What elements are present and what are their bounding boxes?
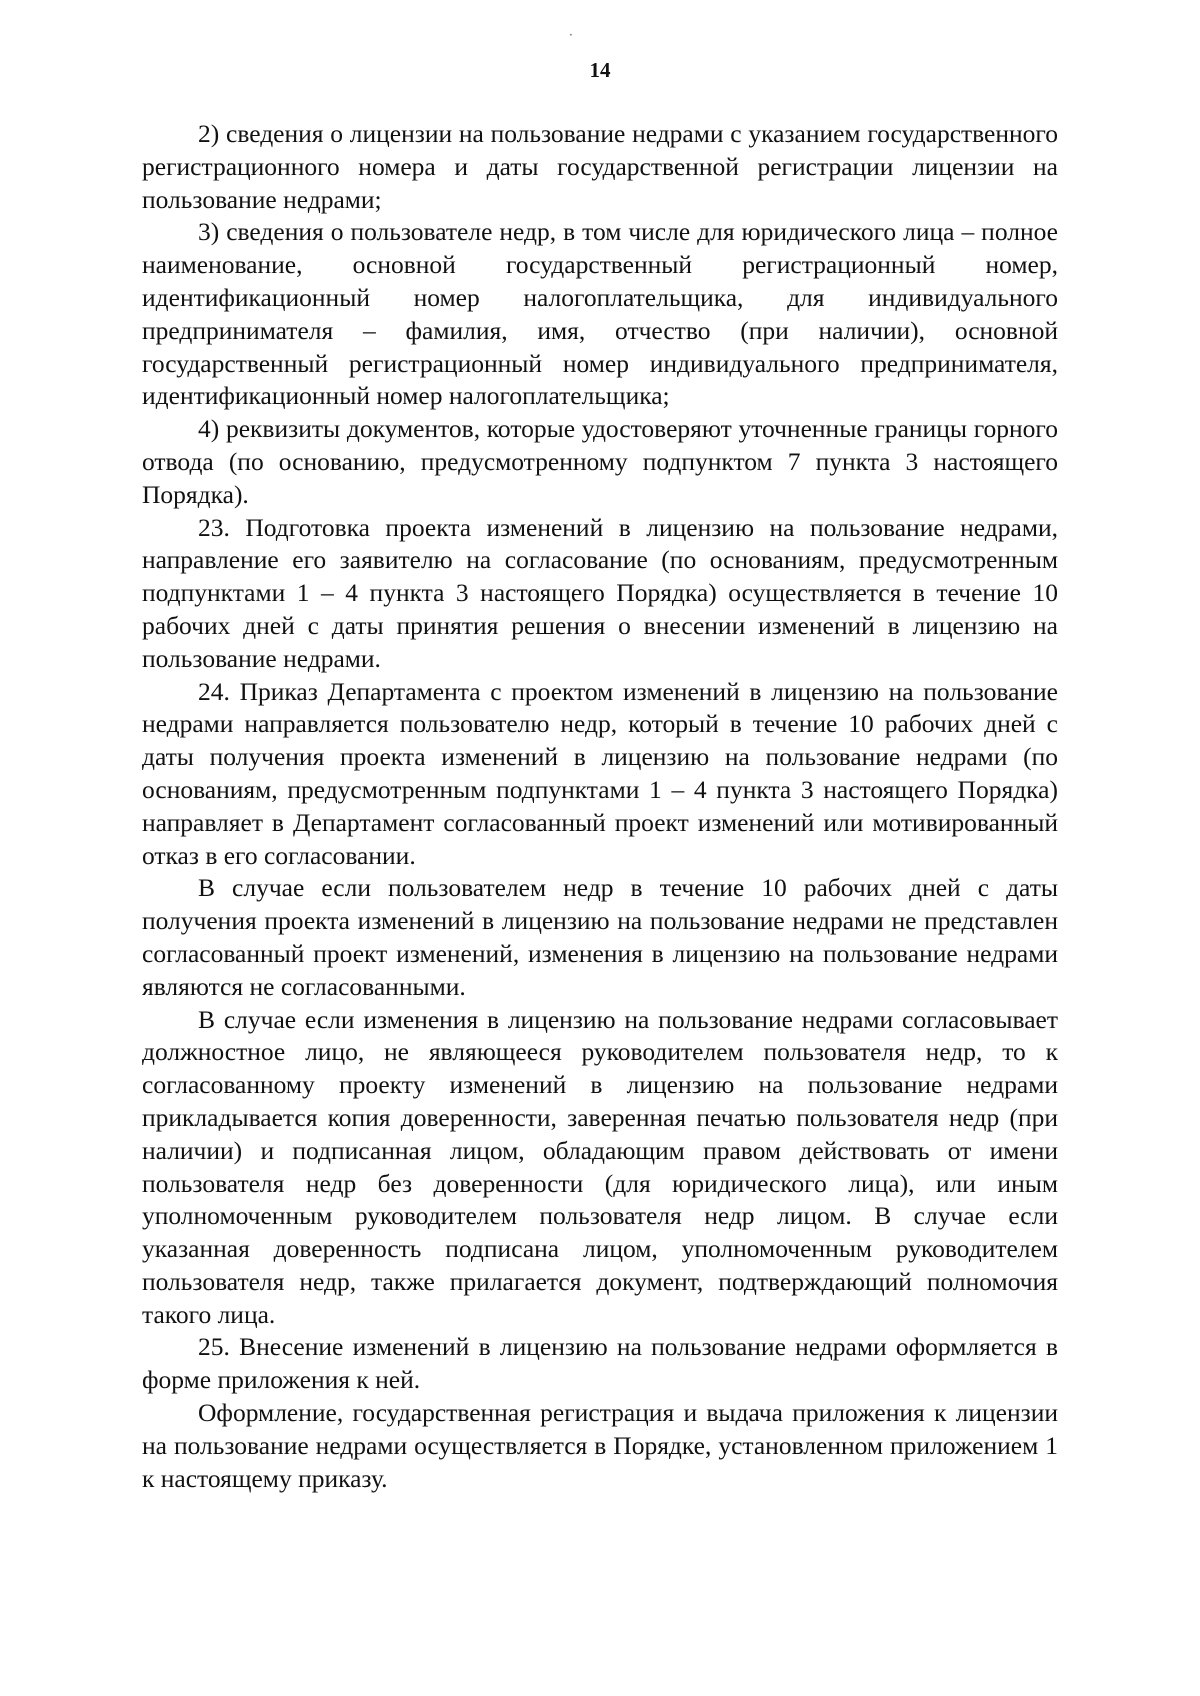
paragraph-24-power-of-attorney: В случае если изменения в лицензию на пользование недрами согласовывает должностное лицо, не являющееся руководителем пользователя недр, то к согласованному проекту изменений в лицензию на пользование недрами прикладывается копия доверенности, заверенная печатью пользователя недр (при наличии) и подписанная лицом, обладающим правом действовать от имени пользователя недр без доверенности (для юридического лица), или иным уполномоченным руководителем пользователя недр лицом. В случае если указанная доверенность подписана лицом, уполномоченным руководителем пользователя недр, также прилагается документ, подтверждающий полномочия такого лица.: [142, 1004, 1058, 1329]
paragraph-24: 24. Приказ Департамента с проектом изменений в лицензию на пользование недрами направляется пользователю недр, который в течение 10 рабочих дней с даты получения проекта изменений в лицензию на пользование недрами (по основаниям, предусмотренным подпунктами 1 – 4 пункта 3 настоящего Порядка) направляет в Департамент согласованный проект изменений или мотивированный отказ в его согласовании.: [142, 676, 1058, 870]
paragraph-item-4: 4) реквизиты документов, которые удостоверяют уточненные границы горного отвода (по основанию, предусмотренному подпунктом 7 пункта 3 настоящего Порядка).: [142, 414, 1058, 509]
paragraph-23: 23. Подготовка проекта изменений в лицензию на пользование недрами, направление его заявителю на согласование (по основаниям, предусмотренным подпунктами 1 – 4 пункта 3 настоящего Порядка) осуществляется в течение 10 рабочих дней с даты принятия решения о внесении изменений в лицензию на пользование недрами.: [142, 512, 1058, 673]
document-body: [142, 118, 1058, 1495]
paragraph-25-registration: Оформление, государственная регистрация и выдача приложения к лицензии на пользование недрами осуществляется в Порядке, установленном приложением 1 к настоящему приказу.: [142, 1398, 1058, 1493]
paragraph-item-3: 3) сведения о пользователе недр, в том числе для юридического лица – полное наименование, основной государственный регистрационный номер, идентификационный номер налогоплательщика, для индивидуального предпринимателя – фамилия, имя, отчество (при наличии), основной государственный регистрационный номер индивидуального предпринимателя, идентификационный номер налогоплательщика;: [142, 217, 1058, 411]
scan-mark: ·: [569, 28, 573, 42]
paragraph-item-2: 2) сведения о лицензии на пользование недрами с указанием государственного регистрационного номера и даты государственной регистрации лицензии на пользование недрами;: [142, 119, 1058, 214]
paragraph-24-not-agreed: В случае если пользователем недр в течение 10 рабочих дней с даты получения проекта изменений в лицензию на пользование недрами не представлен согласованный проект изменений, изменения в лицензию на пользование недрами являются не согласованными.: [142, 873, 1058, 1001]
paragraph-25: 25. Внесение изменений в лицензию на пользование недрами оформляется в форме приложения к ней.: [142, 1332, 1058, 1395]
page-number: 14: [589, 58, 611, 82]
